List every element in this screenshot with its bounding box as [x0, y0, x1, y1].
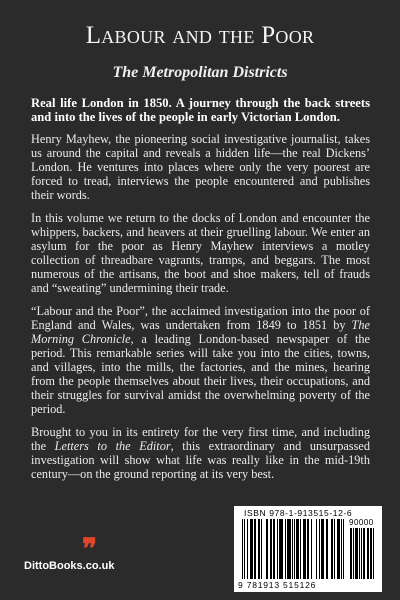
- blurb-paragraph-4-start: Brought to you in its entirety for the very first time, and including the: [31, 425, 370, 453]
- addon-bars-icon: [350, 528, 376, 579]
- publisher-name: DittoBooks.co.uk: [24, 560, 115, 572]
- barcode-digits: 9 781913 515126: [238, 580, 317, 590]
- blurb-paragraph-4: [31, 425, 370, 481]
- blurb-paragraph-4-end: , this extraordinary and unsurpassed investigation will show what life was really like in the mid-19th century—on the ground reporting at its very best.: [31, 439, 370, 481]
- quote-mark-icon: ❞: [82, 534, 98, 565]
- blurb-paragraph-3-end: , a leading London-based newspaper of the period. This remarkable series will take you into the cities, towns, and villages, into the mills, the factories, and the mines, hearing from the people themselves about their lives, their occupations, and their struggles for survival amidst the overwhelming poverty of the period.: [31, 332, 370, 416]
- newspaper-name: The Morning Chronicle: [31, 318, 370, 346]
- barcode-bar: [373, 528, 374, 579]
- blurb-lead: Real life London in 1850. A journey through the back streets and into the lives of the people in early Victorian London.: [31, 96, 370, 124]
- letters-title: Letters to the Editor: [54, 439, 171, 453]
- blurb-paragraph-3-start: “Labour and the Poor”, the acclaimed investigation into the poor of England and Wales, was undertaken from 1849 to 1851 by: [31, 304, 370, 332]
- barcode-bar: [343, 519, 344, 579]
- book-title: Labour and the Poor: [85, 22, 315, 49]
- isbn-barcode: [234, 506, 382, 592]
- publisher-logo: [24, 534, 144, 572]
- isbn-label: ISBN 978-1-913515-12-6: [244, 508, 353, 518]
- blurb-paragraph-3: [31, 304, 370, 416]
- book-subtitle: The Metropolitan Districts: [112, 64, 288, 81]
- blurb: [31, 96, 370, 490]
- barcode-bars-icon: [242, 519, 345, 579]
- blurb-paragraph-2: In this volume we return to the docks of London and encounter the whippers, backers, and heavers at their gruelling labour. We enter an asylum for the poor as Henry Mayhew interviews a motley collection of threadbare vagrants, tramps, and beggars. The most numerous of the artisans, the boot and shoe makers, tell of frauds and “sweating” undermining their trade.: [31, 211, 370, 295]
- addon-digits: 90000: [349, 518, 374, 527]
- blurb-paragraph-1: Henry Mayhew, the pioneering social investigative journalist, takes us around the capital and reveals a hidden life—the real Dickens’ London. He ventures into places where only the very poorest are forced to tread, interviews the people encountered and publishes their words.: [31, 132, 370, 202]
